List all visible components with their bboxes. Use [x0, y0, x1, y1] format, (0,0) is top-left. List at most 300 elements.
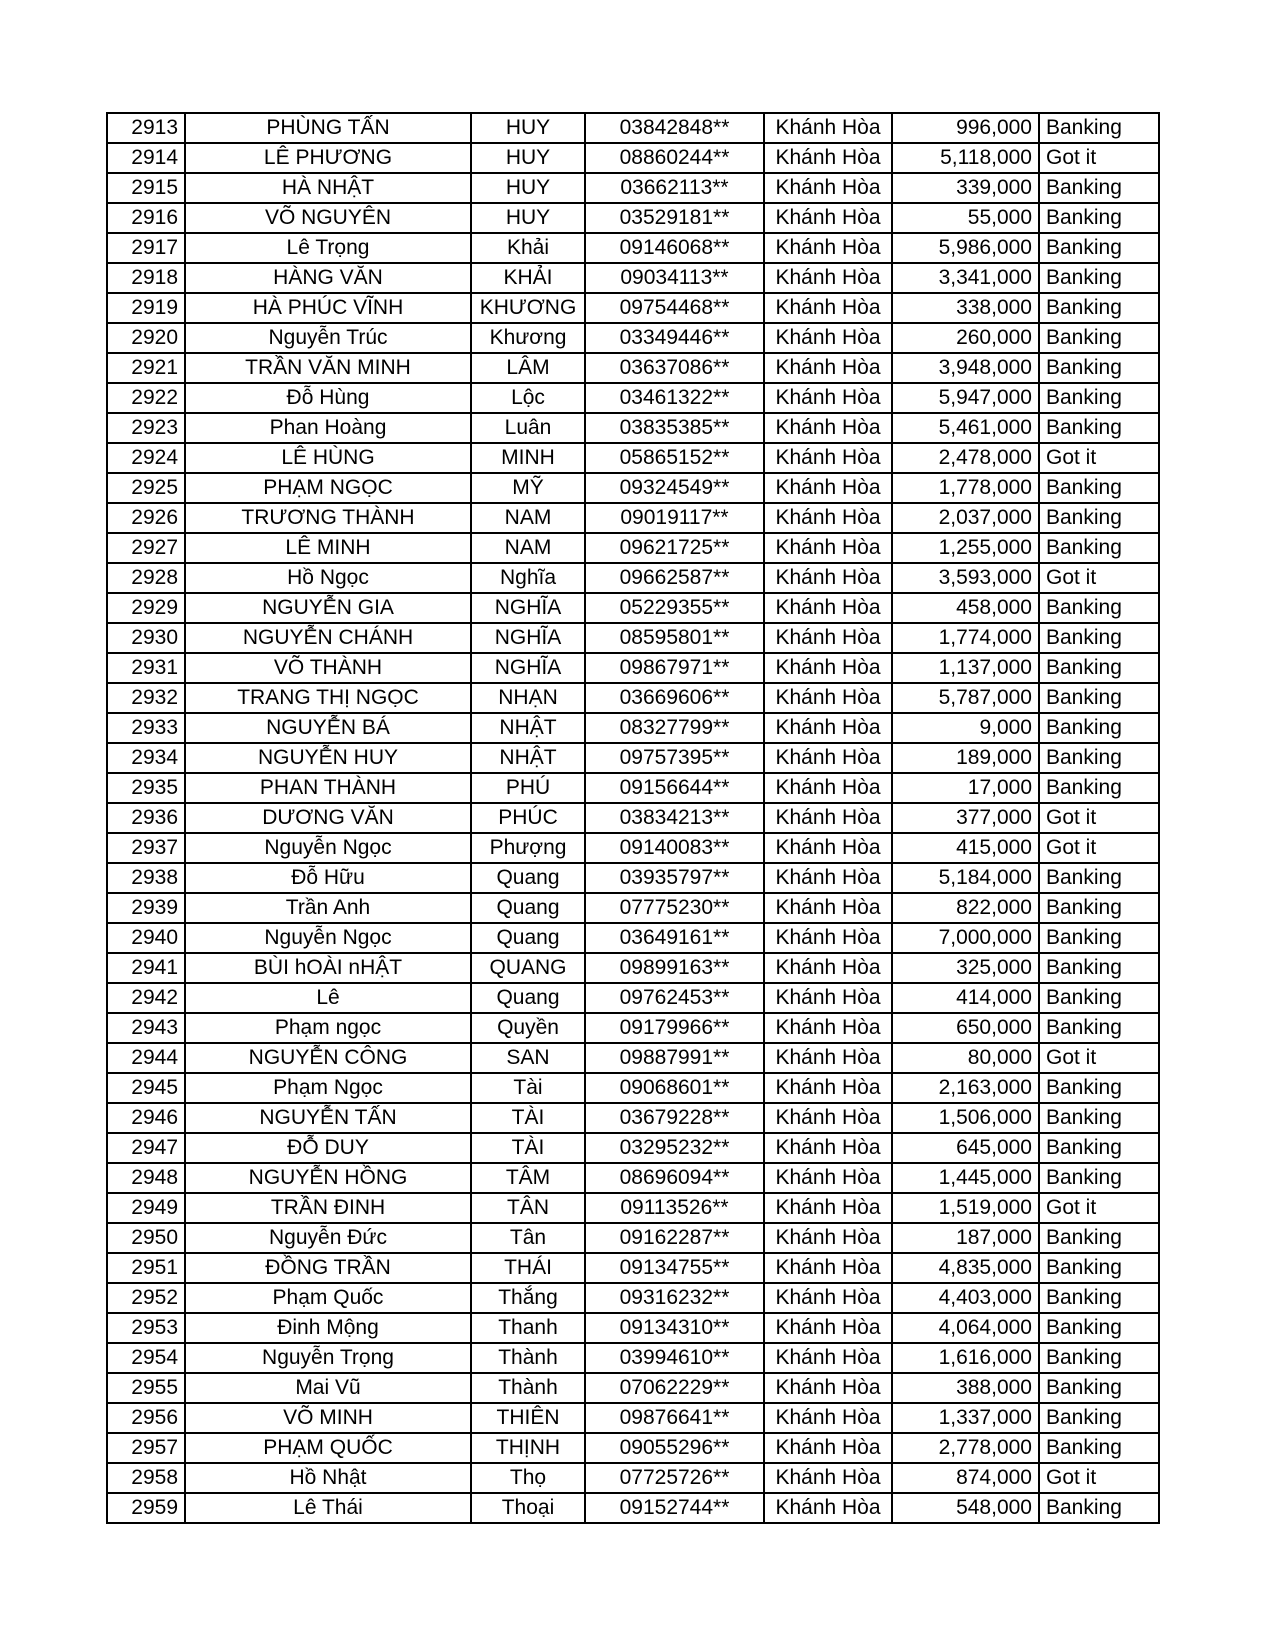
- cell-id: 2948: [107, 1163, 185, 1193]
- cell-phone: 07725726**: [585, 1463, 764, 1493]
- cell-phone: 09068601**: [585, 1073, 764, 1103]
- cell-id: 2931: [107, 653, 185, 683]
- cell-given-name: Thành: [471, 1373, 585, 1403]
- cell-phone: 03994610**: [585, 1343, 764, 1373]
- cell-province: Khánh Hòa: [764, 683, 892, 713]
- cell-amount: 1,774,000: [892, 623, 1039, 653]
- cell-phone: 03649161**: [585, 923, 764, 953]
- cell-province: Khánh Hòa: [764, 923, 892, 953]
- cell-province: Khánh Hòa: [764, 593, 892, 623]
- cell-id: 2958: [107, 1463, 185, 1493]
- cell-name: Hồ Nhật: [185, 1463, 471, 1493]
- table-row: [107, 143, 1159, 173]
- cell-payment-method: Banking: [1039, 173, 1159, 203]
- table-row: [107, 323, 1159, 353]
- cell-amount: 645,000: [892, 1133, 1039, 1163]
- cell-name: VÕ NGUYÊN: [185, 203, 471, 233]
- cell-phone: 09179966**: [585, 1013, 764, 1043]
- cell-province: Khánh Hòa: [764, 473, 892, 503]
- table-row: [107, 533, 1159, 563]
- cell-given-name: HUY: [471, 173, 585, 203]
- cell-province: Khánh Hòa: [764, 203, 892, 233]
- cell-id: 2949: [107, 1193, 185, 1223]
- cell-name: BÙI hOÀI nHẬT: [185, 953, 471, 983]
- cell-name: LÊ HÙNG: [185, 443, 471, 473]
- cell-payment-method: Got it: [1039, 1463, 1159, 1493]
- table-row: [107, 563, 1159, 593]
- cell-given-name: HUY: [471, 113, 585, 143]
- table-row: [107, 443, 1159, 473]
- cell-payment-method: Banking: [1039, 923, 1159, 953]
- cell-payment-method: Banking: [1039, 1493, 1159, 1523]
- cell-given-name: Quang: [471, 923, 585, 953]
- cell-name: NGUYỄN CÔNG: [185, 1043, 471, 1073]
- cell-payment-method: Banking: [1039, 413, 1159, 443]
- cell-phone: 03842848**: [585, 113, 764, 143]
- cell-given-name: HUY: [471, 203, 585, 233]
- cell-payment-method: Banking: [1039, 593, 1159, 623]
- cell-province: Khánh Hòa: [764, 1103, 892, 1133]
- cell-id: 2952: [107, 1283, 185, 1313]
- cell-amount: 4,403,000: [892, 1283, 1039, 1313]
- cell-payment-method: Banking: [1039, 953, 1159, 983]
- cell-amount: 1,337,000: [892, 1403, 1039, 1433]
- cell-given-name: Khải: [471, 233, 585, 263]
- cell-amount: 189,000: [892, 743, 1039, 773]
- cell-phone: 09055296**: [585, 1433, 764, 1463]
- table-row: [107, 1043, 1159, 1073]
- cell-payment-method: Banking: [1039, 743, 1159, 773]
- table-row: [107, 923, 1159, 953]
- cell-province: Khánh Hòa: [764, 863, 892, 893]
- cell-amount: 325,000: [892, 953, 1039, 983]
- cell-province: Khánh Hòa: [764, 803, 892, 833]
- table-row: [107, 203, 1159, 233]
- cell-phone: 09754468**: [585, 293, 764, 323]
- cell-payment-method: Got it: [1039, 1193, 1159, 1223]
- cell-name: Phạm ngọc: [185, 1013, 471, 1043]
- cell-phone: 08696094**: [585, 1163, 764, 1193]
- cell-id: 2919: [107, 293, 185, 323]
- cell-given-name: Thanh: [471, 1313, 585, 1343]
- cell-phone: 07775230**: [585, 893, 764, 923]
- cell-province: Khánh Hòa: [764, 1133, 892, 1163]
- cell-phone: 03349446**: [585, 323, 764, 353]
- cell-province: Khánh Hòa: [764, 1313, 892, 1343]
- table-row: [107, 113, 1159, 143]
- cell-province: Khánh Hòa: [764, 563, 892, 593]
- cell-phone: 09156644**: [585, 773, 764, 803]
- table-body: [107, 113, 1159, 1523]
- cell-amount: 1,137,000: [892, 653, 1039, 683]
- cell-name: Đỗ Hữu: [185, 863, 471, 893]
- cell-given-name: PHÚC: [471, 803, 585, 833]
- cell-id: 2945: [107, 1073, 185, 1103]
- cell-name: TRƯƠNG THÀNH: [185, 503, 471, 533]
- cell-province: Khánh Hòa: [764, 1223, 892, 1253]
- cell-phone: 09113526**: [585, 1193, 764, 1223]
- cell-name: Nguyễn Trúc: [185, 323, 471, 353]
- cell-payment-method: Banking: [1039, 203, 1159, 233]
- table-row: [107, 383, 1159, 413]
- cell-amount: 822,000: [892, 893, 1039, 923]
- cell-id: 2943: [107, 1013, 185, 1043]
- cell-amount: 458,000: [892, 593, 1039, 623]
- cell-payment-method: Banking: [1039, 1133, 1159, 1163]
- table-row: [107, 1013, 1159, 1043]
- cell-given-name: Khương: [471, 323, 585, 353]
- cell-province: Khánh Hòa: [764, 1193, 892, 1223]
- cell-id: 2913: [107, 113, 185, 143]
- cell-province: Khánh Hòa: [764, 323, 892, 353]
- cell-name: NGUYỄN TẤN: [185, 1103, 471, 1133]
- cell-id: 2957: [107, 1433, 185, 1463]
- cell-id: 2950: [107, 1223, 185, 1253]
- cell-name: PHẠM QUỐC: [185, 1433, 471, 1463]
- cell-given-name: Quang: [471, 893, 585, 923]
- cell-payment-method: Got it: [1039, 443, 1159, 473]
- cell-phone: 09162287**: [585, 1223, 764, 1253]
- cell-amount: 2,778,000: [892, 1433, 1039, 1463]
- cell-amount: 4,835,000: [892, 1253, 1039, 1283]
- cell-given-name: Quang: [471, 863, 585, 893]
- cell-province: Khánh Hòa: [764, 533, 892, 563]
- cell-given-name: PHÚ: [471, 773, 585, 803]
- cell-province: Khánh Hòa: [764, 1373, 892, 1403]
- cell-province: Khánh Hòa: [764, 173, 892, 203]
- cell-payment-method: Banking: [1039, 1253, 1159, 1283]
- cell-province: Khánh Hòa: [764, 953, 892, 983]
- cell-phone: 09876641**: [585, 1403, 764, 1433]
- cell-amount: 874,000: [892, 1463, 1039, 1493]
- cell-id: 2930: [107, 623, 185, 653]
- cell-name: TRANG THỊ NGỌC: [185, 683, 471, 713]
- cell-phone: 09621725**: [585, 533, 764, 563]
- cell-payment-method: Banking: [1039, 983, 1159, 1013]
- cell-name: Mai Vũ: [185, 1373, 471, 1403]
- cell-payment-method: Banking: [1039, 1103, 1159, 1133]
- cell-payment-method: Banking: [1039, 1313, 1159, 1343]
- cell-given-name: Thọ: [471, 1463, 585, 1493]
- cell-phone: 08595801**: [585, 623, 764, 653]
- table-row: [107, 1433, 1159, 1463]
- cell-phone: 08860244**: [585, 143, 764, 173]
- cell-province: Khánh Hòa: [764, 1253, 892, 1283]
- cell-phone: 09762453**: [585, 983, 764, 1013]
- cell-id: 2938: [107, 863, 185, 893]
- cell-phone: 09146068**: [585, 233, 764, 263]
- cell-given-name: NHẠN: [471, 683, 585, 713]
- cell-province: Khánh Hòa: [764, 773, 892, 803]
- cell-amount: 7,000,000: [892, 923, 1039, 953]
- table-row: [107, 1253, 1159, 1283]
- cell-id: 2923: [107, 413, 185, 443]
- cell-given-name: Tân: [471, 1223, 585, 1253]
- table-row: [107, 1313, 1159, 1343]
- cell-phone: 09887991**: [585, 1043, 764, 1073]
- cell-phone: 09867971**: [585, 653, 764, 683]
- cell-given-name: QUANG: [471, 953, 585, 983]
- cell-amount: 3,948,000: [892, 353, 1039, 383]
- cell-phone: 09899163**: [585, 953, 764, 983]
- cell-amount: 4,064,000: [892, 1313, 1039, 1343]
- cell-name: Trần Anh: [185, 893, 471, 923]
- cell-phone: 09324549**: [585, 473, 764, 503]
- cell-name: NGUYỄN CHÁNH: [185, 623, 471, 653]
- cell-id: 2939: [107, 893, 185, 923]
- cell-province: Khánh Hòa: [764, 443, 892, 473]
- table-row: [107, 653, 1159, 683]
- cell-province: Khánh Hòa: [764, 1163, 892, 1193]
- table-row: [107, 1193, 1159, 1223]
- cell-phone: 03662113**: [585, 173, 764, 203]
- cell-id: 2922: [107, 383, 185, 413]
- cell-province: Khánh Hòa: [764, 833, 892, 863]
- cell-name: Lê: [185, 983, 471, 1013]
- cell-id: 2924: [107, 443, 185, 473]
- table-row: [107, 863, 1159, 893]
- cell-phone: 03637086**: [585, 353, 764, 383]
- table-row: [107, 1373, 1159, 1403]
- cell-name: Nguyễn Ngọc: [185, 833, 471, 863]
- cell-name: Nguyễn Đức: [185, 1223, 471, 1253]
- cell-payment-method: Banking: [1039, 1073, 1159, 1103]
- cell-payment-method: Got it: [1039, 563, 1159, 593]
- cell-province: Khánh Hòa: [764, 1403, 892, 1433]
- cell-name: ĐỖ DUY: [185, 1133, 471, 1163]
- cell-amount: 5,787,000: [892, 683, 1039, 713]
- cell-id: 2937: [107, 833, 185, 863]
- table-row: [107, 1493, 1159, 1523]
- cell-name: NGUYỄN BÁ: [185, 713, 471, 743]
- cell-id: 2917: [107, 233, 185, 263]
- cell-name: PHẠM NGỌC: [185, 473, 471, 503]
- table-row: [107, 1223, 1159, 1253]
- cell-amount: 5,986,000: [892, 233, 1039, 263]
- cell-id: 2921: [107, 353, 185, 383]
- table-row: [107, 1103, 1159, 1133]
- cell-name: LÊ MINH: [185, 533, 471, 563]
- cell-payment-method: Banking: [1039, 1223, 1159, 1253]
- cell-name: DƯƠNG VĂN: [185, 803, 471, 833]
- table-row: [107, 593, 1159, 623]
- cell-payment-method: Got it: [1039, 803, 1159, 833]
- cell-amount: 338,000: [892, 293, 1039, 323]
- table-row: [107, 983, 1159, 1013]
- cell-province: Khánh Hòa: [764, 743, 892, 773]
- cell-payment-method: Banking: [1039, 263, 1159, 293]
- cell-province: Khánh Hòa: [764, 263, 892, 293]
- cell-name: HÀ PHÚC VĨNH: [185, 293, 471, 323]
- cell-id: 2925: [107, 473, 185, 503]
- cell-name: VÕ MINH: [185, 1403, 471, 1433]
- cell-given-name: Lộc: [471, 383, 585, 413]
- cell-given-name: TÀI: [471, 1103, 585, 1133]
- cell-payment-method: Banking: [1039, 893, 1159, 923]
- table-row: [107, 173, 1159, 203]
- cell-payment-method: Banking: [1039, 353, 1159, 383]
- cell-phone: 09152744**: [585, 1493, 764, 1523]
- cell-phone: 09019117**: [585, 503, 764, 533]
- cell-payment-method: Got it: [1039, 833, 1159, 863]
- cell-payment-method: Banking: [1039, 713, 1159, 743]
- cell-amount: 1,255,000: [892, 533, 1039, 563]
- cell-given-name: MỸ: [471, 473, 585, 503]
- cell-id: 2927: [107, 533, 185, 563]
- cell-name: Đinh Mộng: [185, 1313, 471, 1343]
- cell-id: 2940: [107, 923, 185, 953]
- cell-id: 2914: [107, 143, 185, 173]
- cell-name: PHÙNG TẤN: [185, 113, 471, 143]
- cell-payment-method: Banking: [1039, 323, 1159, 353]
- cell-id: 2935: [107, 773, 185, 803]
- cell-payment-method: Banking: [1039, 233, 1159, 263]
- table-row: [107, 683, 1159, 713]
- cell-payment-method: Banking: [1039, 623, 1159, 653]
- table-row: [107, 1343, 1159, 1373]
- cell-given-name: Quyền: [471, 1013, 585, 1043]
- cell-payment-method: Banking: [1039, 1433, 1159, 1463]
- cell-name: Phạm Quốc: [185, 1283, 471, 1313]
- cell-amount: 5,461,000: [892, 413, 1039, 443]
- cell-payment-method: Banking: [1039, 113, 1159, 143]
- cell-amount: 3,341,000: [892, 263, 1039, 293]
- cell-given-name: TÂM: [471, 1163, 585, 1193]
- cell-name: NGUYỄN HỒNG: [185, 1163, 471, 1193]
- cell-amount: 2,478,000: [892, 443, 1039, 473]
- cell-given-name: Thành: [471, 1343, 585, 1373]
- cell-id: 2920: [107, 323, 185, 353]
- cell-amount: 187,000: [892, 1223, 1039, 1253]
- table-row: [107, 893, 1159, 923]
- cell-given-name: TÀI: [471, 1133, 585, 1163]
- cell-amount: 55,000: [892, 203, 1039, 233]
- cell-name: HÀNG VĂN: [185, 263, 471, 293]
- cell-id: 2955: [107, 1373, 185, 1403]
- cell-id: 2959: [107, 1493, 185, 1523]
- cell-amount: 1,506,000: [892, 1103, 1039, 1133]
- cell-id: 2929: [107, 593, 185, 623]
- cell-id: 2954: [107, 1343, 185, 1373]
- cell-amount: 80,000: [892, 1043, 1039, 1073]
- cell-id: 2941: [107, 953, 185, 983]
- cell-name: NGUYỄN HUY: [185, 743, 471, 773]
- cell-amount: 1,519,000: [892, 1193, 1039, 1223]
- cell-amount: 260,000: [892, 323, 1039, 353]
- cell-province: Khánh Hòa: [764, 113, 892, 143]
- cell-id: 2951: [107, 1253, 185, 1283]
- cell-phone: 07062229**: [585, 1373, 764, 1403]
- cell-payment-method: Banking: [1039, 1373, 1159, 1403]
- cell-phone: 05865152**: [585, 443, 764, 473]
- cell-name: Hồ Ngọc: [185, 563, 471, 593]
- cell-amount: 414,000: [892, 983, 1039, 1013]
- table-row: [107, 1163, 1159, 1193]
- cell-given-name: Tài: [471, 1073, 585, 1103]
- cell-payment-method: Got it: [1039, 143, 1159, 173]
- table-row: [107, 743, 1159, 773]
- table-row: [107, 953, 1159, 983]
- cell-name: ĐỒNG TRẦN: [185, 1253, 471, 1283]
- cell-given-name: THỊNH: [471, 1433, 585, 1463]
- cell-phone: 09134755**: [585, 1253, 764, 1283]
- cell-province: Khánh Hòa: [764, 1463, 892, 1493]
- cell-payment-method: Banking: [1039, 503, 1159, 533]
- cell-amount: 5,118,000: [892, 143, 1039, 173]
- cell-province: Khánh Hòa: [764, 1073, 892, 1103]
- cell-given-name: NHẬT: [471, 713, 585, 743]
- cell-payment-method: Banking: [1039, 863, 1159, 893]
- data-table: [106, 112, 1160, 1524]
- cell-given-name: KHẢI: [471, 263, 585, 293]
- cell-province: Khánh Hòa: [764, 1493, 892, 1523]
- cell-given-name: MINH: [471, 443, 585, 473]
- cell-province: Khánh Hòa: [764, 383, 892, 413]
- cell-name: Lê Trọng: [185, 233, 471, 263]
- cell-province: Khánh Hòa: [764, 233, 892, 263]
- cell-name: Lê Thái: [185, 1493, 471, 1523]
- cell-amount: 996,000: [892, 113, 1039, 143]
- cell-id: 2926: [107, 503, 185, 533]
- cell-amount: 650,000: [892, 1013, 1039, 1043]
- cell-given-name: NHẬT: [471, 743, 585, 773]
- table-row: [107, 833, 1159, 863]
- cell-province: Khánh Hòa: [764, 713, 892, 743]
- cell-id: 2947: [107, 1133, 185, 1163]
- cell-payment-method: Banking: [1039, 1343, 1159, 1373]
- cell-payment-method: Banking: [1039, 1163, 1159, 1193]
- cell-phone: 03461322**: [585, 383, 764, 413]
- cell-name: VÕ THÀNH: [185, 653, 471, 683]
- cell-payment-method: Banking: [1039, 533, 1159, 563]
- cell-payment-method: Banking: [1039, 383, 1159, 413]
- cell-id: 2942: [107, 983, 185, 1013]
- cell-name: Nguyễn Ngọc: [185, 923, 471, 953]
- cell-phone: 09134310**: [585, 1313, 764, 1343]
- cell-id: 2915: [107, 173, 185, 203]
- cell-amount: 377,000: [892, 803, 1039, 833]
- table-row: [107, 263, 1159, 293]
- table-row: [107, 1403, 1159, 1433]
- cell-amount: 548,000: [892, 1493, 1039, 1523]
- cell-amount: 2,037,000: [892, 503, 1039, 533]
- table-row: [107, 503, 1159, 533]
- cell-amount: 5,947,000: [892, 383, 1039, 413]
- table-row: [107, 1463, 1159, 1493]
- cell-amount: 388,000: [892, 1373, 1039, 1403]
- cell-id: 2916: [107, 203, 185, 233]
- cell-id: 2928: [107, 563, 185, 593]
- cell-payment-method: Banking: [1039, 653, 1159, 683]
- cell-amount: 415,000: [892, 833, 1039, 863]
- cell-payment-method: Banking: [1039, 473, 1159, 503]
- cell-payment-method: Banking: [1039, 1283, 1159, 1313]
- cell-given-name: NAM: [471, 533, 585, 563]
- cell-name: PHAN THÀNH: [185, 773, 471, 803]
- cell-id: 2933: [107, 713, 185, 743]
- cell-amount: 1,445,000: [892, 1163, 1039, 1193]
- cell-amount: 339,000: [892, 173, 1039, 203]
- table-row: [107, 713, 1159, 743]
- table-row: [107, 353, 1159, 383]
- cell-province: Khánh Hòa: [764, 1283, 892, 1313]
- cell-phone: 09757395**: [585, 743, 764, 773]
- cell-given-name: NGHĨA: [471, 623, 585, 653]
- table-row: [107, 1283, 1159, 1313]
- cell-given-name: NAM: [471, 503, 585, 533]
- cell-given-name: Thắng: [471, 1283, 585, 1313]
- cell-name: TRẦN VĂN MINH: [185, 353, 471, 383]
